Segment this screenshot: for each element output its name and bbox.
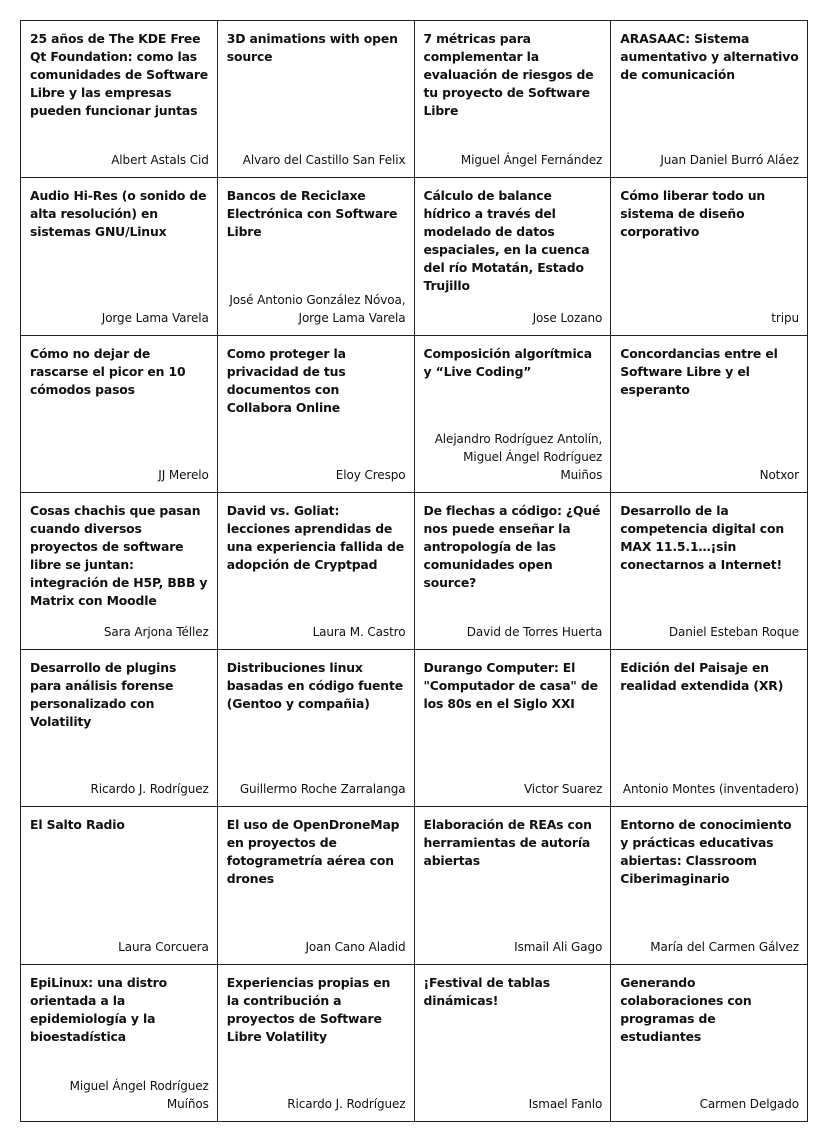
talk-author: Daniel Esteban Roque	[668, 625, 799, 640]
talk-author: Joan Cano Aladid	[305, 939, 406, 954]
talk-card	[21, 21, 218, 178]
talk-author: Eloy Crespo	[335, 467, 406, 482]
talk-title: Bancos de Reciclaxe Electrónica con Software Libre	[226, 188, 398, 240]
talk-card	[218, 493, 415, 650]
talk-card	[415, 650, 612, 807]
talk-card	[21, 650, 218, 807]
talk-title: Desarrollo de la competencia digital con MAX 11.5.1…¡sin conectarnos a Internet!	[620, 502, 785, 572]
talk-title: Durango Computer: El "Computador de casa" de los 80s en el Siglo XXI	[423, 660, 598, 712]
talk-card	[218, 336, 415, 493]
talk-card	[415, 965, 612, 1122]
talk-author: Guillermo Roche Zarralanga	[239, 782, 406, 797]
talk-title: Edición del Paisaje en realidad extendida (XR)	[620, 660, 784, 694]
talk-author: Laura M. Castro	[312, 625, 406, 640]
talk-author: Notxor	[759, 467, 799, 482]
talk-card	[218, 965, 415, 1122]
talk-title: EpiLinux: una distro orientada a la epidemiología y la bioestadística	[30, 974, 167, 1044]
talk-author: Carmen Delgado	[699, 1097, 799, 1111]
talk-title: El Salto Radio	[30, 817, 125, 833]
talk-author: Victor Suarez	[523, 782, 603, 797]
talk-title: El uso de OpenDroneMap en proyectos de fotogrametría aérea con drones	[226, 817, 400, 887]
talk-author: Jorge Lama Varela	[101, 310, 209, 325]
talk-author: Miguel Ángel Rodríguez Muíños	[69, 1079, 209, 1111]
talk-card	[415, 493, 612, 650]
talk-author: María del Carmen Gálvez	[650, 939, 799, 954]
talk-author: Ricardo J. Rodríguez	[287, 1097, 406, 1111]
talk-card	[218, 807, 415, 964]
talk-title: 25 años de The KDE Free Qt Foundation: como las comunidades de Software Libre y las empresas pueden funcionar juntas	[30, 31, 209, 118]
talk-author: José Antonio González Nóvoa, Jorge Lama Varela	[229, 292, 406, 325]
talk-title: Concordancias entre el Software Libre y el esperanto	[620, 345, 778, 397]
talk-card	[611, 650, 808, 807]
talk-author: Alejandro Rodríguez Antolín, Miguel Ángel Rodríguez Muiños	[434, 431, 603, 482]
talk-title: 7 métricas para complementar la evaluación de riesgos de tu proyecto de Software Libre	[423, 31, 594, 118]
talk-title: Audio Hi-Res (o sonido de alta resolución) en sistemas GNU/Linux	[30, 188, 207, 240]
talk-card	[21, 807, 218, 964]
talk-title: David vs. Goliat: lecciones aprendidas de una experiencia fallida de adopción de Cryptpad	[226, 502, 404, 572]
talk-author: Juan Daniel Burró Aláez	[660, 153, 799, 168]
talk-card	[415, 807, 612, 964]
talk-author: Albert Astals Cid	[111, 153, 209, 168]
talks-grid	[20, 20, 808, 1122]
talk-title: Cosas chachis que pasan cuando diversos proyectos de software libre se juntan: integración de H5P, BBB y Matrix con Moodle	[30, 502, 208, 608]
talk-title: De flechas a código: ¿Qué nos puede enseñar la antropología de las comunidades open source?	[423, 502, 601, 590]
talk-title: Composición algorítmica y “Live Coding”	[423, 345, 592, 379]
talk-author: Miguel Ángel Fernández	[460, 153, 603, 168]
talk-card	[415, 336, 612, 493]
talk-card	[611, 965, 808, 1122]
talk-title: Elaboración de REAs con herramientas de autoría abiertas	[423, 817, 592, 869]
talk-card	[415, 21, 612, 178]
talk-card	[611, 178, 808, 335]
talk-card	[21, 336, 218, 493]
talk-title: Cálculo de balance hídrico a través del modelado de datos espaciales, en la cuenca del río Motatán, Estado Trujillo	[423, 188, 590, 294]
talk-author: Jose Lozano	[532, 310, 603, 325]
talk-author: Laura Corcuera	[118, 939, 209, 954]
talk-author: Ismail Ali Gago	[514, 939, 603, 954]
talk-card	[611, 21, 808, 178]
talk-card	[611, 493, 808, 650]
talk-author: David de Torres Huerta	[466, 625, 603, 640]
talk-title: ARASAAC: Sistema aumentativo y alternativo de comunicación	[620, 31, 799, 82]
talk-title: Cómo liberar todo un sistema de diseño corporativo	[620, 188, 766, 240]
talk-author: JJ Merelo	[158, 467, 209, 482]
talk-title: Como proteger la privacidad de tus documentos con Collabora Online	[226, 345, 346, 415]
talk-title: Cómo no dejar de rascarse el picor en 10 cómodos pasos	[30, 345, 186, 397]
talk-author: Ricardo J. Rodríguez	[90, 782, 209, 797]
talk-card	[611, 336, 808, 493]
talk-title: Desarrollo de plugins para análisis forense personalizado con Volatility	[30, 660, 177, 730]
talk-card	[218, 650, 415, 807]
talk-author: Alvaro del Castillo San Felix	[242, 153, 406, 168]
talk-title: Distribuciones linux basadas en código fuente (Gentoo y compañia)	[226, 660, 404, 712]
talk-title: ¡Festival de tablas dinámicas!	[423, 974, 550, 1008]
talk-card	[218, 178, 415, 335]
talk-author: Sara Arjona Téllez	[103, 625, 209, 640]
talk-card	[218, 21, 415, 178]
talk-title: 3D animations with open source	[226, 31, 398, 64]
talk-author: tripu	[771, 310, 799, 325]
talk-card	[21, 178, 218, 335]
talk-card	[611, 807, 808, 964]
talk-title: Experiencias propias en la contribución a proyectos de Software Libre Volatility	[226, 974, 391, 1044]
talk-title: Generando colaboraciones con programas de estudiantes	[620, 974, 752, 1044]
talk-card	[21, 493, 218, 650]
talk-card	[21, 965, 218, 1122]
talk-card	[415, 178, 612, 335]
talk-title: Entorno de conocimiento y prácticas educativas abiertas: Classroom Ciberimaginario	[620, 817, 792, 887]
talk-author: Ismael Fanlo	[528, 1097, 603, 1111]
talk-author: Antonio Montes (inventadero)	[622, 782, 799, 797]
